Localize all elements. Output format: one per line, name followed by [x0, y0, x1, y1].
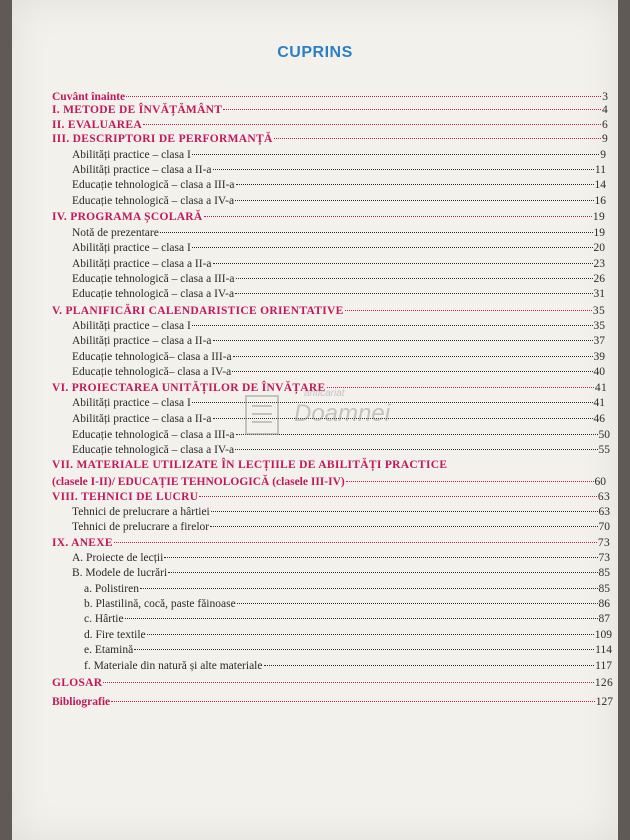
toc-subsection-entry — [84, 612, 610, 626]
toc-page-number: 114 — [595, 644, 612, 656]
toc-page-number: 19 — [593, 227, 605, 239]
toc-subsection-entry — [84, 659, 612, 673]
dot-leader — [192, 402, 593, 403]
toc-page-number: 41 — [593, 397, 605, 409]
toc-entry-title: Educație tehnologică – clasa a III-a — [72, 179, 235, 191]
toc-page-number: 70 — [598, 521, 610, 533]
toc-page-number: 85 — [598, 567, 610, 579]
dot-leader — [192, 154, 599, 155]
dot-leader — [223, 109, 601, 110]
toc-entry-title: GLOSAR — [52, 677, 103, 689]
dot-leader — [213, 169, 594, 170]
toc-page-number: 26 — [593, 273, 605, 285]
toc-page-number: 87 — [598, 613, 610, 625]
toc-entry-title: Educație tehnologică– clasa a III-a — [72, 351, 232, 363]
toc-entry-title: Educație tehnologică – clasa a III-a — [72, 429, 235, 441]
toc-section-entry — [72, 396, 605, 410]
toc-entry-title: f. Materiale din natură și alte materiale — [84, 660, 263, 672]
toc-entry-title: Abilități practice – clasa a II-a — [72, 335, 212, 347]
toc-chapter-entry — [52, 118, 608, 132]
toc-page-number: 35 — [593, 320, 605, 332]
toc-section-entry — [72, 520, 610, 534]
toc-entry-title: c. Hârtie — [84, 613, 124, 625]
toc-page-number: 31 — [593, 288, 605, 300]
watermark-line2: Doamnei — [294, 400, 391, 427]
dot-leader — [192, 247, 593, 248]
dot-leader — [168, 572, 597, 573]
toc-entry-title: A. Proiecte de lecții — [72, 552, 164, 564]
toc-page-number: 55 — [598, 444, 610, 456]
toc-entry-title: Educație tehnologică – clasa a IV-a — [72, 288, 235, 300]
toc-section-entry — [72, 226, 605, 240]
toc-entry-title: B. Modele de lucrări — [72, 567, 168, 579]
dot-leader — [232, 371, 592, 372]
toc-section-entry — [72, 319, 605, 333]
dot-leader — [103, 682, 593, 683]
dot-leader — [134, 649, 594, 650]
dot-leader — [236, 278, 593, 279]
toc-chapter-entry — [52, 132, 608, 146]
toc-entry-title: Abilități practice – clasa I — [72, 149, 191, 161]
toc-entry-title: IV. PROGRAMA ȘCOLARĂ — [52, 211, 203, 223]
dot-leader — [235, 200, 593, 201]
toc-section-entry — [72, 350, 605, 364]
toc-entry-title: I. METODE DE ÎNVĂȚĂMÂNT — [52, 104, 223, 116]
toc-entry-title: b. Plastilină, cocă, paste făinoase — [84, 598, 236, 610]
dot-leader — [210, 526, 597, 527]
toc-chapter-entry — [52, 210, 605, 224]
dot-leader — [114, 542, 597, 543]
toc-chapter-entry — [52, 304, 605, 318]
dot-leader — [126, 96, 601, 97]
toc-entry-title: Abilități practice – clasa I — [72, 242, 191, 254]
toc-page-number: 73 — [598, 552, 610, 564]
dot-leader — [199, 496, 597, 497]
toc-section-entry — [72, 163, 606, 177]
toc-chapter-entry — [52, 676, 613, 690]
toc-entry-title: Educație tehnologică – clasa a III-a — [72, 273, 235, 285]
toc-entry-title: Bibliografie — [52, 696, 111, 708]
toc-page-number: 86 — [598, 598, 610, 610]
toc-page-number: 19 — [592, 211, 605, 223]
dot-leader — [192, 325, 593, 326]
dot-leader — [140, 588, 598, 589]
toc-section-entry — [72, 148, 606, 162]
toc-entry-title: Tehnici de prelucrare a firelor — [72, 521, 210, 533]
toc-entry-title: Abilități practice – clasa a II-a — [72, 413, 212, 425]
toc-section-entry — [72, 443, 610, 457]
toc-chapter-entry — [52, 536, 610, 550]
toc-entry-title: VII. MATERIALE UTILIZATE ÎN LECȚIILE DE ABILITĂȚI PRACTICE — [52, 459, 448, 471]
toc-section-entry — [72, 241, 605, 255]
toc-entry-title: Cuvânt înainte — [52, 91, 126, 103]
toc-page-number: 63 — [598, 506, 610, 518]
dot-leader — [345, 310, 592, 311]
toc-entry-title: a. Polistiren — [84, 583, 139, 595]
toc-entry-title: Educație tehnologică – clasa a IV-a — [72, 195, 235, 207]
toc-section-entry — [72, 287, 605, 301]
dot-leader — [236, 434, 598, 435]
toc-entry-title: Tehnici de prelucrare a hârtiei — [72, 506, 210, 518]
toc-section-entry — [72, 412, 605, 426]
toc-chapter-entry — [52, 475, 606, 489]
dot-leader — [237, 603, 598, 604]
toc-entry-title: d. Fire textile — [84, 629, 146, 641]
toc-subsection-entry — [84, 582, 610, 596]
dot-leader — [213, 418, 593, 419]
dot-leader — [125, 618, 598, 619]
watermark-line1: anticariat — [304, 388, 345, 399]
toc-entry-title: VIII. TEHNICI DE LUCRU — [52, 491, 199, 503]
toc-entry-title: Notă de prezentare — [72, 227, 159, 239]
toc-chapter-entry — [52, 381, 607, 395]
toc-page-number: 63 — [597, 491, 610, 503]
toc-page-number: 46 — [593, 413, 605, 425]
toc-subsection-entry — [84, 628, 612, 642]
toc-section-entry — [72, 178, 606, 192]
toc-entry-title: V. PLANIFICĂRI CALENDARISTICE ORIENTATIVE — [52, 305, 344, 317]
dot-leader — [147, 634, 594, 635]
toc-page-number: 4 — [601, 104, 608, 116]
toc-section-entry — [72, 334, 605, 348]
dot-leader — [346, 481, 594, 482]
toc-chapter-entry — [52, 490, 610, 504]
toc-section-entry — [72, 566, 610, 580]
page-title: CUPRINS — [277, 44, 353, 61]
dot-leader — [204, 216, 592, 217]
toc-page-number: 41 — [594, 382, 607, 394]
toc-section-entry — [72, 505, 610, 519]
toc-section-entry — [72, 257, 605, 271]
toc-page-number: 3 — [602, 91, 608, 103]
toc-page-number: 109 — [594, 629, 612, 641]
toc-page-number: 50 — [598, 429, 610, 441]
toc-entry-title: Abilități practice – clasa I — [72, 320, 191, 332]
toc-entry-title: III. DESCRIPTORI DE PERFORMANȚĂ — [52, 133, 273, 145]
dot-leader — [213, 340, 593, 341]
toc-entry-title: Abilități practice – clasa a II-a — [72, 258, 212, 270]
dot-leader — [111, 701, 595, 702]
toc-page-number: 6 — [601, 119, 608, 131]
toc-entry-title: Abilități practice – clasa a II-a — [72, 164, 212, 176]
toc-page-number: 16 — [594, 195, 606, 207]
dot-leader — [235, 293, 592, 294]
toc-page-number: 9 — [600, 149, 606, 161]
dot-leader — [236, 184, 594, 185]
toc-entry-title: IX. ANEXE — [52, 537, 113, 549]
dot-leader — [213, 263, 593, 264]
toc-page-number: 40 — [593, 366, 605, 378]
toc-section-entry — [72, 551, 610, 565]
toc-entry-title: II. EVALUAREA — [52, 119, 142, 131]
toc-chapter-entry — [52, 103, 608, 117]
toc-page-number: 127 — [595, 696, 613, 708]
toc-section-entry — [72, 272, 605, 286]
toc-section-entry — [72, 365, 605, 379]
toc-chapter-entry — [52, 458, 606, 472]
toc-page-number: 11 — [594, 164, 606, 176]
toc-entry-title: (clasele I-II)/ EDUCAȚIE TEHNOLOGICĂ (clasele III-IV) — [52, 476, 345, 488]
toc-entry-title: VI. PROIECTAREA UNITĂȚILOR DE ÎNVĂȚARE — [52, 382, 326, 394]
toc-page-number: 39 — [593, 351, 605, 363]
toc-page-number: 37 — [593, 335, 605, 347]
toc-page-number: 35 — [592, 305, 605, 317]
dot-leader — [164, 557, 597, 558]
toc-subsection-entry — [84, 597, 610, 611]
toc-section-entry — [72, 194, 606, 208]
toc-entry-title: Educație tehnologică– clasa a IV-a — [72, 366, 232, 378]
dot-leader — [143, 124, 601, 125]
toc-page-number: 20 — [593, 242, 605, 254]
dot-leader — [211, 511, 598, 512]
toc-page-number: 9 — [601, 133, 608, 145]
dot-leader — [327, 387, 594, 388]
toc-entry-title: Abilități practice – clasa I — [72, 397, 191, 409]
toc-page-number: 117 — [595, 660, 612, 672]
dot-leader — [264, 665, 595, 666]
toc-page-number: 85 — [598, 583, 610, 595]
toc-chapter-entry — [52, 90, 608, 104]
dot-leader — [235, 449, 597, 450]
toc-entry-title: Educație tehnologică – clasa a IV-a — [72, 444, 235, 456]
toc-page-number: 126 — [594, 677, 613, 689]
dot-leader — [233, 356, 593, 357]
toc-page-number: 14 — [594, 179, 606, 191]
toc-page-number: 60 — [594, 476, 606, 488]
dot-leader — [160, 232, 593, 233]
toc-entry-title: e. Etamină — [84, 644, 134, 656]
toc-page-number: 73 — [597, 537, 610, 549]
toc-subsection-entry — [84, 643, 612, 657]
dot-leader — [274, 138, 601, 139]
toc-page-number: 23 — [593, 258, 605, 270]
toc-section-entry — [72, 428, 610, 442]
toc-chapter-entry — [52, 695, 613, 709]
